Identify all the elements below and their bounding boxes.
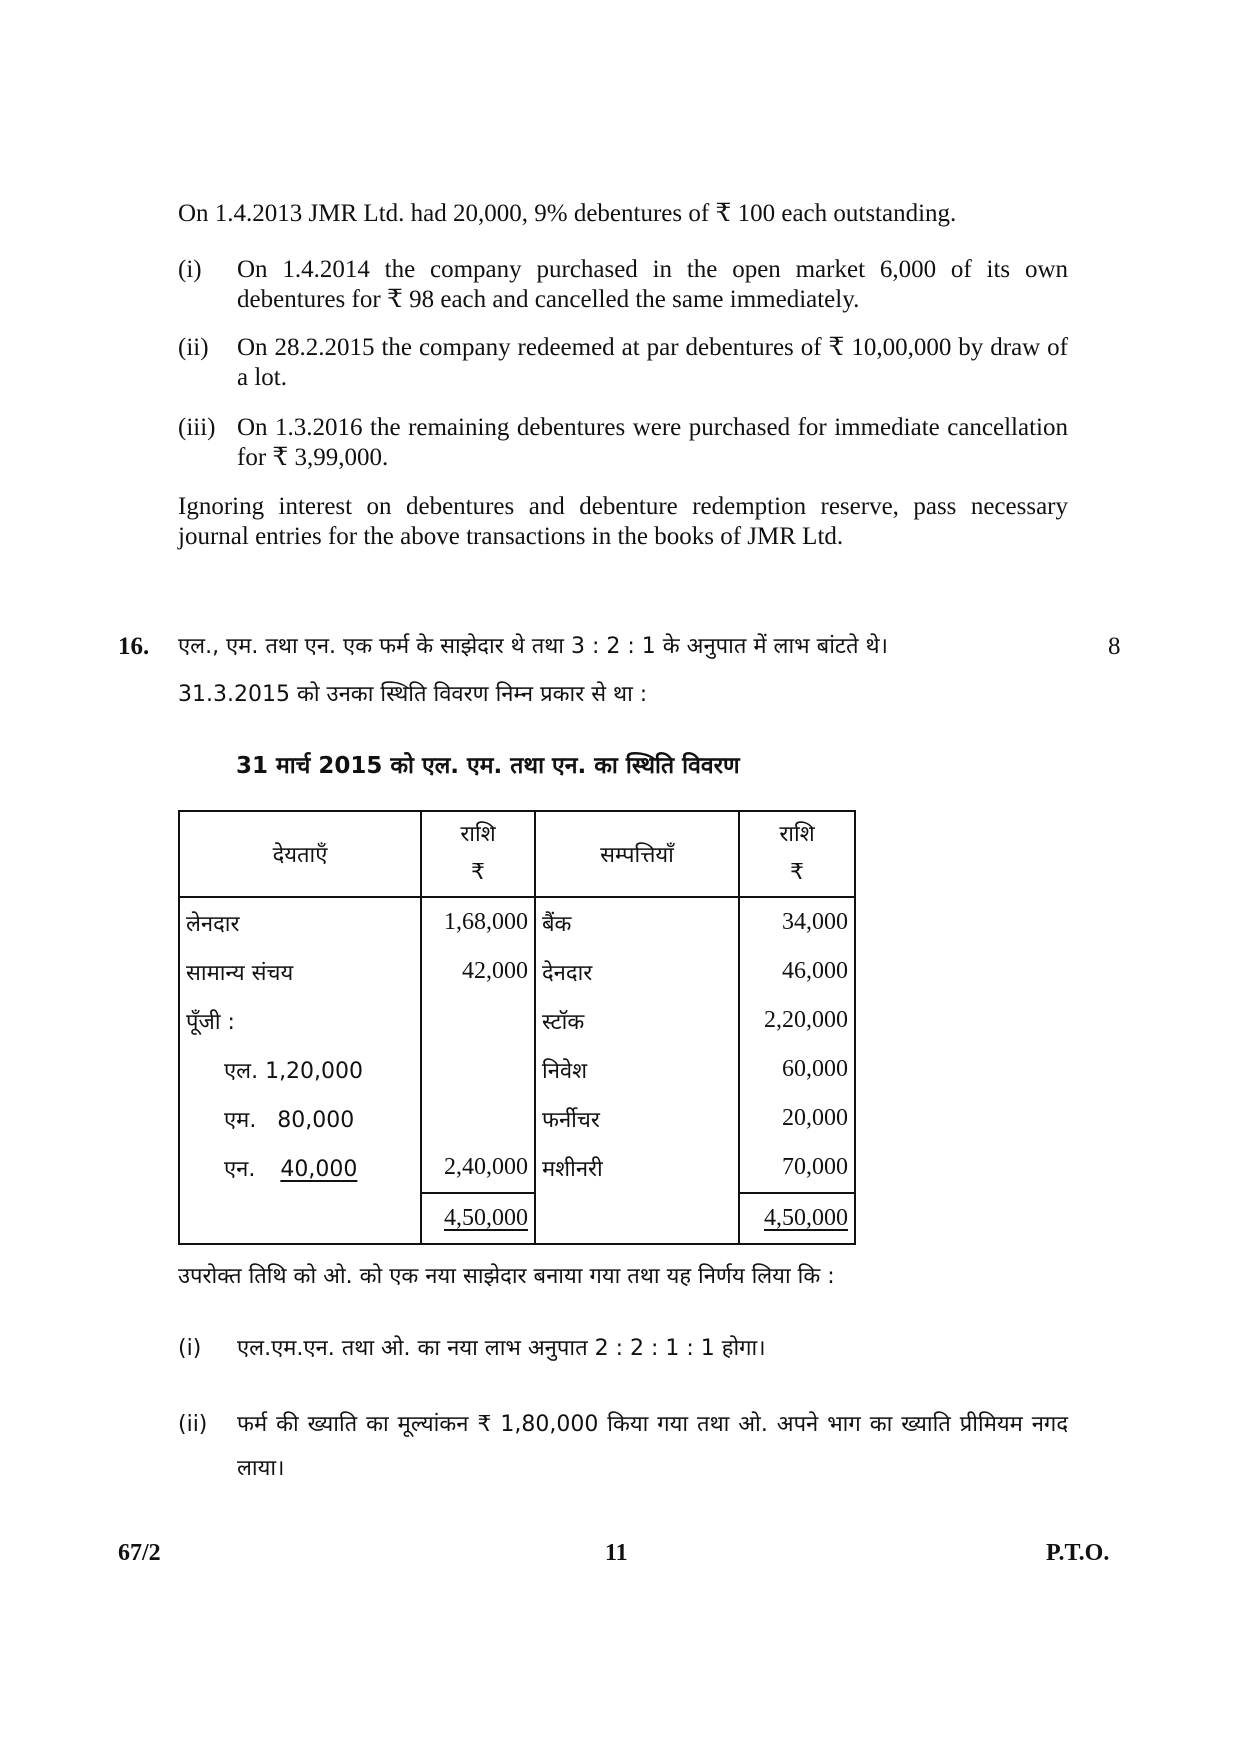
asset-name: निवेश bbox=[535, 1045, 739, 1094]
liability-amount: 2,40,000 bbox=[421, 1143, 535, 1193]
question-marks: 8 bbox=[1108, 633, 1121, 660]
amount-label: राशि bbox=[460, 822, 496, 847]
liability-name: एल. 1,20,000 bbox=[179, 1045, 421, 1094]
liability-name: एम. 80,000 bbox=[179, 1094, 421, 1143]
item-text: फर्म की ख्याति का मूल्यांकन ₹ 1,80,000 किया गया तथा ओ. अपने भाग का ख्याति प्रीमियम नगद लाया। bbox=[237, 1412, 1068, 1481]
empty-cell bbox=[179, 1193, 421, 1244]
q16-line-1: एल., एम. तथा एन. एक फर्म के साझेदार थे तथा 3 : 2 : 1 के अनुपात में लाभ बांटते थे। bbox=[178, 634, 888, 659]
liability-name: पूँजी : bbox=[179, 996, 421, 1045]
balance-sheet-title: 31 मार्च 2015 को एल. एम. तथा एन. का स्थिति विवरण bbox=[236, 753, 740, 779]
table-row bbox=[179, 1094, 855, 1143]
asset-name: फर्नीचर bbox=[535, 1094, 739, 1143]
liability-amount: 1,68,000 bbox=[421, 897, 535, 947]
header-asset-amount bbox=[739, 811, 855, 897]
liability-name bbox=[179, 1143, 421, 1193]
q16-item-2 bbox=[178, 1403, 1068, 1493]
asset-name: बैंक bbox=[535, 897, 739, 947]
partner-capital: 40,000 bbox=[280, 1157, 358, 1182]
item-text: On 28.2.2015 the company redeemed at par debentures of ₹ 10,00,000 by draw of a lot. bbox=[237, 334, 1068, 391]
liability-name: लेनदार bbox=[179, 897, 421, 947]
currency-symbol: ₹ bbox=[790, 860, 804, 885]
total-liabilities bbox=[421, 1193, 535, 1244]
asset-amount: 60,000 bbox=[782, 1056, 848, 1082]
table-row bbox=[179, 1045, 855, 1094]
table-header-row bbox=[179, 811, 855, 897]
paper-code: 67/2 bbox=[118, 1540, 161, 1566]
liability-amount bbox=[421, 996, 535, 1045]
item-text: On 1.3.2016 the remaining debentures were purchased for immediate cancellation for ₹ 3,99,000. bbox=[237, 414, 1068, 471]
q16-after-table: उपरोक्त तिथि को ओ. को एक नया साझेदार बनाया गया तथा यह निर्णय लिया कि : bbox=[178, 1264, 835, 1289]
total-assets bbox=[739, 1193, 855, 1244]
table-row bbox=[179, 897, 855, 947]
item-number: (ii) bbox=[178, 334, 209, 361]
item-number: (ii) bbox=[178, 1412, 208, 1437]
q15-intro: On 1.4.2013 JMR Ltd. had 20,000, 9% debentures of ₹ 100 each outstanding. bbox=[178, 200, 957, 227]
asset-amount: 34,000 bbox=[782, 909, 848, 935]
page-number: 11 bbox=[605, 1540, 628, 1566]
q15-closing: Ignoring interest on debentures and debenture redemption reserve, pass necessary journal entries for the above transactions in the books of JMR Ltd. bbox=[178, 493, 1068, 550]
item-text: On 1.4.2014 the company purchased in the open market 6,000 of its own debentures for ₹ 98 each and cancelled the same immediately. bbox=[237, 256, 1068, 313]
q15-item-3 bbox=[178, 413, 1068, 475]
asset-amount: 46,000 bbox=[782, 958, 848, 984]
asset-name: मशीनरी bbox=[535, 1143, 739, 1193]
currency-symbol: ₹ bbox=[471, 860, 485, 885]
liability-name: सामान्य संचय bbox=[179, 947, 421, 996]
total-liabilities-value: 4,50,000 bbox=[444, 1205, 528, 1231]
asset-amount: 70,000 bbox=[782, 1154, 848, 1180]
q16-item-1 bbox=[178, 1334, 1068, 1374]
header-liab-amount bbox=[421, 811, 535, 897]
item-number: (iii) bbox=[178, 414, 216, 441]
amount-label: राशि bbox=[779, 822, 815, 847]
table-row bbox=[179, 996, 855, 1045]
item-number: (i) bbox=[178, 1336, 202, 1361]
asset-name: स्टॉक bbox=[535, 996, 739, 1045]
header-assets: सम्पत्तियाँ bbox=[535, 811, 739, 897]
liability-amount: 42,000 bbox=[421, 947, 535, 996]
q15-item-1 bbox=[178, 255, 1068, 317]
q16-line-2: 31.3.2015 को उनका स्थिति विवरण निम्न प्रकार से था : bbox=[178, 682, 648, 707]
please-turn-over: P.T.O. bbox=[1046, 1540, 1110, 1566]
liability-amount bbox=[421, 1045, 535, 1094]
asset-name: देनदार bbox=[535, 947, 739, 996]
liability-amount bbox=[421, 1094, 535, 1143]
asset-amount: 20,000 bbox=[782, 1105, 848, 1131]
header-liabilities: देयताएँ bbox=[179, 811, 421, 897]
item-number: (i) bbox=[178, 256, 202, 283]
item-text: एल.एम.एन. तथा ओ. का नया लाभ अनुपात 2 : 2 : 1 : 1 होगा। bbox=[237, 1336, 766, 1361]
question-number: 16. bbox=[118, 633, 150, 660]
asset-amount: 2,20,000 bbox=[764, 1007, 848, 1033]
balance-sheet-table bbox=[178, 810, 856, 1245]
table-row bbox=[179, 1143, 855, 1193]
q15-item-2 bbox=[178, 333, 1068, 395]
table-row bbox=[179, 947, 855, 996]
total-assets-value: 4,50,000 bbox=[764, 1205, 848, 1231]
partner-name: एन. bbox=[224, 1157, 256, 1182]
empty-cell bbox=[535, 1193, 739, 1244]
total-row bbox=[179, 1193, 855, 1244]
